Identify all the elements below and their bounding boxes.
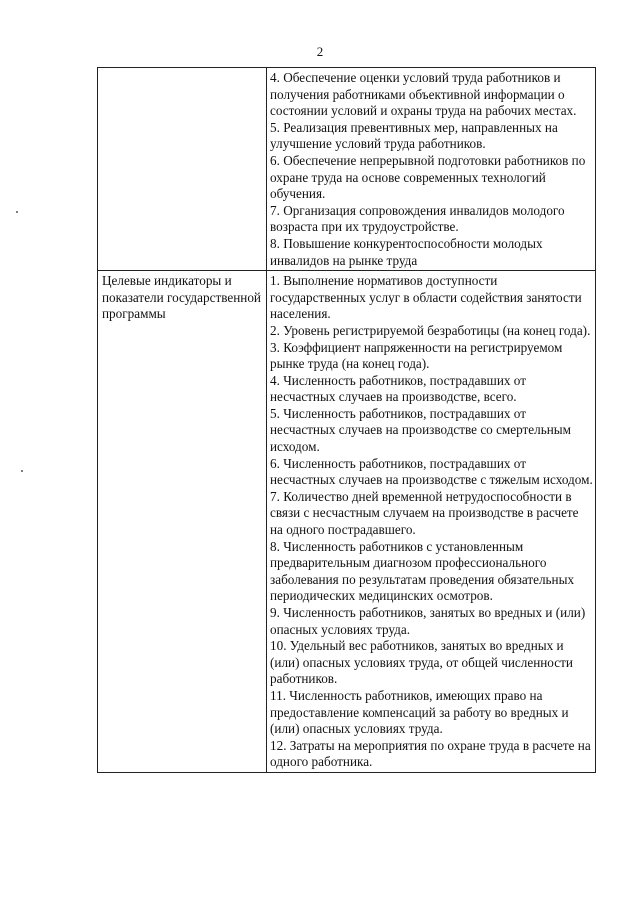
list-item: 2. Уровень регистрируемой безработицы (на конец года). [270,322,591,338]
program-passport-table [97,67,596,773]
list-item: 10. Удельный вес работников, занятых во вредных и (или) опасных условиях труда, от общей численности работников. [270,638,573,687]
scan-speck [16,211,18,213]
list-item: 12. Затраты на мероприятия по охране труда в расчете на одного работника. [270,737,591,770]
row-label [98,68,266,71]
list-item: 1. Выполнение нормативов доступности государственных услуг в области содействия занятости населения. [270,273,582,322]
list-item: 4. Численность работников, пострадавших от несчастных случаев на производстве, всего. [270,372,526,405]
row-content-cell [267,271,596,773]
list-item: 7. Количество дней временной нетрудоспособности в связи с несчастным случаем на производстве в расчете на одного пострадавшего. [270,488,579,538]
list-item: 6. Численность работников, пострадавших от несчастных случаев на производстве с тяжелым исходом. [270,455,593,488]
indicators-list [267,271,595,772]
list-item: 5. Реализация превентивных мер, направленных на улучшение условий труда работников. [270,119,558,152]
tasks-list [267,68,595,270]
list-item: 8. Повышение конкурентоспособности молодых инвалидов на рынке труда [270,235,543,268]
list-item: 9. Численность работников, занятых во вредных и (или) опасных условиях труда. [270,605,586,637]
list-item: 11. Численность работников, имеющих право на предоставление компенсаций за работу во вредных и (или) опасных условиях труда. [270,687,569,737]
list-item: 5. Численность работников, пострадавших от несчастных случаев на производстве со смертельным исходом. [270,405,572,455]
list-item: 3. Коэффициент напряженности на регистрируемом рынке труда (на конец года). [270,339,563,372]
row-label: Целевые индикаторы и показатели государственной программы [102,273,261,322]
list-item: 6. Обеспечение непрерывной подготовки работников по охране труда на основе современных технологий обучения. [270,152,586,202]
scan-speck [21,470,23,472]
table-row [98,271,596,773]
row-label-cell [98,68,267,271]
list-item: 8. Численность работников с установленным предварительным диагнозом профессионального заболевания по результатам проведения обязательных периодических медицинских осмотров. [270,538,575,604]
table-row [98,68,596,271]
list-item: 7. Организация сопровождения инвалидов молодого возраста при их трудоустройстве. [270,202,565,235]
row-label-cell [98,271,267,773]
page-number: 2 [316,44,324,59]
row-content-cell [267,68,596,271]
list-item: 4. Обеспечение оценки условий труда работников и получения работниками объективной информации о состоянии условий и охраны труда на рабочих местах. [270,70,577,119]
